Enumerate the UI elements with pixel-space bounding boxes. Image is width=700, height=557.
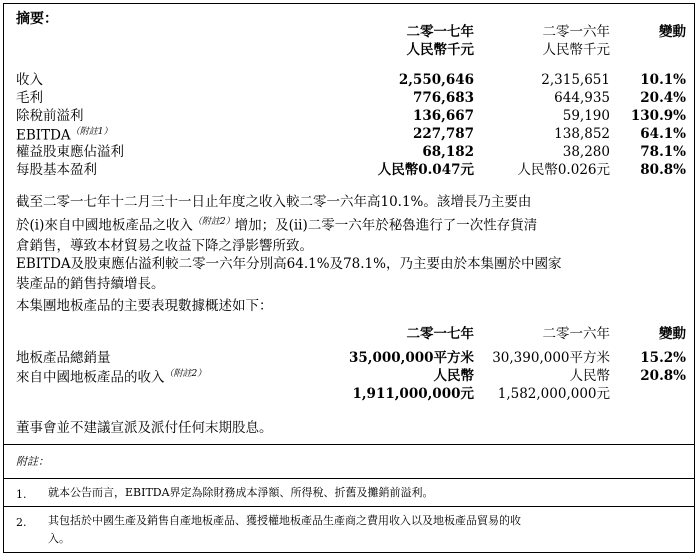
change-value: 64.1% [640,126,686,142]
paragraph-line: 於(i)來自中國地板產品之收入$^{(附註2)}$增加；及(ii)二零一六年於秘魯進行了一次性存貨清 [16,217,538,234]
row-label: 地板產品總銷量 [16,350,111,366]
paragraph-line: 裝產品的銷售持續增長。 [16,276,165,292]
col-header-2016-unit: 人民幣千元 [542,42,610,58]
row-label: 每股基本盈利 [16,162,97,178]
paragraph-line: EBITDA及股東應佔溢利較二零一六年分別高64.1%及78.1%，乃主要由於本集團於中國家 [16,256,562,272]
change-value: 15.2% [640,350,686,366]
notes-heading: 附註： [16,455,49,468]
col-header-2017: 二零一七年 [406,24,474,40]
summary-title: 摘要： [16,11,58,27]
divider [4,478,694,479]
note-number: 2. [16,516,27,529]
row-label: 收入 [16,72,43,88]
value-2016: 59,190 [562,108,610,124]
paragraph-line: 截至二零一七年十二月三十一日止年度之收入較二零一六年高10.1%。該增長乃主要由 [16,194,532,210]
unit-2017: 人民幣 [433,368,474,384]
value-2017: 人民幣0.047元 [377,162,474,178]
footnote-ref: （附註1） [70,127,113,137]
note-number: 1. [16,488,27,501]
col-header-2017: 二零一七年 [406,326,474,342]
row-label: 除稅前溢利 [16,108,84,124]
change-value: 80.8% [640,162,686,178]
value-2017: 1,911,000,000元 [352,386,474,402]
col-header-change: 變動 [659,24,686,40]
col-header-2016: 二零一六年 [542,326,610,342]
announcement-page [3,3,695,553]
value-2016: 38,280 [562,144,610,160]
value-2017: 136,667 [412,108,474,124]
divider [4,444,694,445]
row-label: 毛利 [16,90,43,106]
footnote-ref: （附註2） [164,369,207,379]
value-2016: 644,935 [554,90,610,106]
value-2016: 2,315,651 [541,72,610,88]
value-2016: 30,390,000平方米 [492,350,610,366]
change-value: 20.8% [640,368,686,384]
value-2017: 68,182 [422,144,474,160]
value-2017: 2,550,646 [398,72,474,88]
footnote-ref: （附註2） [192,217,235,227]
change-value: 20.4% [640,90,686,106]
value-2017: 776,683 [412,90,474,106]
value-2017: 227,787 [412,126,474,142]
col-header-change: 變動 [659,326,686,342]
row-label: $EBITDA^{(附註1)}$ [16,127,113,144]
col-header-2017-unit: 人民幣千元 [406,42,474,58]
unit-2016: 人民幣 [569,368,610,384]
value-2016: 138,852 [554,126,610,142]
note-text: 就本公告而言，EBITDA界定為除財務成本淨額、所得稅、折舊及攤銷前溢利。 [48,486,434,499]
row-label: 權益股東應佔溢利 [16,144,124,160]
change-value: 10.1% [640,72,686,88]
change-value: 78.1% [640,144,686,160]
note-text: 其包括於中國生產及銷售自產地板產品、獲授權地板產品生產商之費用收入以及地板產品貿易的收 入。 [48,514,521,545]
value-2017: 35,000,000平方米 [348,350,474,366]
value-2016: 人民幣0.026元 [517,162,610,178]
value-2016: 1,582,000,000元 [497,386,610,402]
paragraph-line: 倉銷售，導致本材貿易之收益下降之淨影響所致。 [16,237,313,254]
col-header-2016: 二零一六年 [542,24,610,40]
divider [4,506,694,507]
flooring-intro: 本集團地板產品的主要表現數據概述如下： [16,298,273,314]
revenue-paragraph [16,192,682,256]
change-value: 130.9% [630,108,686,124]
ebitda-paragraph [16,254,682,294]
dividend-statement: 董事會並不建議宣派及派付任何末期股息。 [16,420,273,436]
row-label: 來自中國地板產品的收入$^{(附註2)}$ [16,369,207,386]
